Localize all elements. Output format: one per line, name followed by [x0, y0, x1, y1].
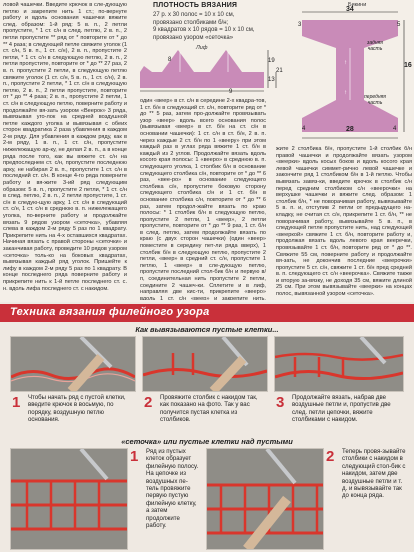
dim-label: 4 — [393, 126, 397, 132]
dim-label: 5 — [397, 22, 401, 28]
bikini-label: Бикини — [348, 2, 367, 8]
gauge-info — [153, 12, 275, 42]
section-title: Техника вязания филейного узора — [10, 306, 210, 318]
step-number: 2 — [326, 448, 335, 465]
gauge-line: провязано столбиками б/н; — [153, 19, 229, 26]
section-banner — [0, 304, 414, 322]
dim-label: 13 — [268, 77, 275, 83]
svg-text:↑: ↑ — [344, 60, 347, 66]
dim-label: 9 — [229, 89, 233, 95]
svg-text:↑: ↑ — [344, 90, 347, 96]
step-photo-3 — [274, 336, 404, 392]
text-column-2: один «веер» в ст. с/н в середине 2-х квадра-тов, 1 ст. б/н в следующий ст. с/н, повторите ряд от * до ** 5 раз, затем про-должайте провязывать узор «веер» вдоль всего основания полос (вывязывая «веер» в ст. б/н на ст. с/н в основании чашечки): 1 ст. с/н в ст. б/н, 2 в. п. через каждые 2 ст. б/н по 1 «вееру» при этом каждый раз в углах ряда вяжите 1 ст. б/н в каждый из 2 углов. Продолжайте вязать вдоль косого края полосы: 1 «вееро» в среднюю в. п. следующего уголка, 1 столбик б/н в основание следующего столбика с/н, повторите от * до ** 6 раз, «вее-ро» в основание следующего столбика с/н, пропустите боковую сторону следующего столбика с/н и 1 ст. б/н в основание столбика с/н, повторите от * до ** 6 раз, затем продол-жайте вязать по краю полосы: * 1 столбик б/н в следующую петлю, пропустите 2 петли, 1 «веер», 2 петли пропустите, повторите от * до ** 9 раз, 1 ст. б/н в след. петлю, затем продолжайте вязать по краю (с двух сторон чашечки) (один «веер» поместите в середину пет-ли ряда вверх), 1 столбик б/н в следующую петлю, пропустите 2 петли, «веер» в средний ст. с/н, пропустите 1 петлю, 1 «веер» в сле-дующую петлю, пропустите последний стол-бик б/н и первую в/п, соединительная нить пропустите 2 петли, соедините 2 чашеч-ки. Сплетите и в лиф, направляя две кис-ти, прикрепите «вееро» вдоль 1 ст. с/н «веер» и закрепите нить. — [140, 98, 266, 300]
dim-label: 8 — [168, 57, 172, 63]
front-part-label: передняя часть — [364, 94, 386, 106]
step-photo-5 — [206, 448, 324, 550]
gauge-line: 9 квадратов х 10 рядов = 10 х 10 см, — [153, 27, 255, 33]
step-text: Теперь провя-зывайте столбики с накидом в следующий стол-бик с накидом, затем две воздушные петли и т. д. и вывязывайте так до конца ряда. — [342, 448, 406, 500]
gauge-heading: ПЛОТНОСТЬ ВЯЗАНИЯ — [153, 2, 238, 9]
gauge-line: 27 р. х 30 полос = 10 х 10 см, — [153, 12, 235, 18]
subsection-title-mesh: «сеточка» или пустые клетки над пустыми — [121, 437, 293, 446]
bodice-diagram — [140, 44, 280, 96]
dim-label: 21 — [276, 68, 283, 74]
gauge-line: провязано узором «сеточка» — [153, 34, 234, 41]
dim-label: 19 — [268, 58, 275, 64]
step-number: 1 — [130, 448, 139, 465]
subsection-title-empty-cells: Как вывязываются пустые клетки... — [135, 325, 279, 334]
dim-label: 3 — [298, 22, 302, 28]
dim-label: 34 — [346, 6, 354, 13]
step-text: Чтобы начать ряд с пустой клетки, введите крючок в восьмую, по порядку, воздушную петлю основания. — [28, 394, 126, 424]
back-part-label: задняя часть — [367, 40, 383, 52]
step-photo-4 — [10, 448, 128, 550]
step-text: Провяжите столбик с накидом так, как показано на фото. Так у вас получится пустая клетка из столбиков. — [160, 394, 258, 424]
step-text: Продолжайте вязать, набрав две воздушные петли и, пропустив две след. петли цепочки, вяжите столбиками с накидом. — [292, 394, 391, 424]
text-column-3: жите 2 столбика б/н, пропустите 1-й столбик б/н правой чашечки и продолжайте вязать узором «веерки» вдоль косых боков и вдоль косого края левой чашечки симмет-рично левой чашечке и закончите ряд 1 столбиком б/н в 1-й петлю. Чтобы вывязать завяз-ки, введите крючок в столбик с/н перед средним столбиком с/н «веерочки» на верхушке чашечки и вяжите след. образом: 1 столбик б/н, * не поворачивая работу, вывязывайте 5 в. п. и, отступив 2 петли от предыдущего на-кладку, не считая ст. с/н, прикрепите 1 ст. б/н, ** не поворачивая работу, вывязывайте 5 в. п., в следующей петле пропустите нить, над следующей «вееркой» свяжите 1 ст. б/н, повторите работу и, продолжая вязать вдоль левого края вееречки, провязывайте 1 ст. б/н, повторите ряд от * до **. Свяжите 55 см, поверните работу и продолжайте вя-зать, не докончив последние «веерочки» пропустите 5 ст. с/н, свяжите 1 ст. б/н пред средней в. п. следующего ст. с/н «веерочка». Свяжите также и вторую за-вязку, не доходя 35 см, вяжите длиной 25 см. При этом вывязывайте «веерки» на концах полос, вывязанной узором «сеточка». — [276, 146, 412, 298]
bodice-label: Лиф — [196, 45, 208, 51]
step-text: Ряд из пустых клеток образует филейную полосу. На цепочке из воздушных пе-тель провяжите первую пустую филейную клетку, а затем продолжите работу. — [146, 448, 199, 530]
step-number: 2 — [144, 394, 153, 411]
step-number: 3 — [276, 394, 285, 411]
bikini-diagram — [294, 8, 414, 144]
step-photo-1 — [10, 336, 136, 392]
dim-label: 28 — [346, 126, 354, 133]
step-number: 1 — [12, 394, 21, 411]
dim-label: 4 — [302, 126, 306, 132]
step-photo-2 — [142, 336, 268, 392]
dim-label: 16 — [404, 62, 412, 69]
text-column-1: ловой чашечки. Введите крючок в сле-дующую петлю и закрепите нить 1 ст.; по-вернуте работу и вдоль основания чашечки вяжите след. образом: 1-й ряд: 5 в. п., 2 петли пропустите, * 1 ст. с/н в след. петлю, 2 в. п., 2 петли пропустите ** ряд от * повторите от * до ** 4 раза; в следующей петле свяжите уголок (1 ст. с/н, 5 в. п., 1 ст. с/н), 2 в. п., пропустите 2 петли, * 1 ст. с/н в следующую петлю, 2 в. п., 2 петли пропустите, повторите от * до ** 27 раз, 2 в. п. пропустите 2 петли, в следующую петлю свяжите уголок (1 ст. с/н, 5 в. п., 1 ст. с/н), 2 в. п., пропустите 2 петли, * 1 ст. с/н в следующую петлю, 2 в. п., 2 петли пропустите, повторите от * до ** 4 раза; 2 в. п., пропустите 2 петли, 1 ст. с/н в следующую петлю, поверните работу и продолжайте вя-зать узором «Веерок» 3 ряда, вывязывая уго-лок на средней воздушной петле каждого уголка и вывязывая с обеих сторон квадратика 2 раза убавления в каждом 2-м ряду. Для убавления в каждом ряду, как в 2-м ряду, 1 в. п., 1 ст. с/н, пропустите нижележащую ар-ку, не делая 2 в. п., а в конце ряда после того, как вы вяжете ст. с/н на предпоследнем ст. с/н, пропустите последнюю арку, не набирая 2 в. п., пропустите 1 ст. с/н в последний ст. с/н. В конце 4-го ряда поверните работу и вя-жите 3-ий ряд следующим образом: 5 в. п., пропустите 2 петли, * 1 ст. с/н в след. петлю, 2 в. п., 2 петли пропустите, 1 ст. с/н в следую-щую арку, 1 ст. с/н в следующий ст. с/н, 1 ст. с/н в среднюю в. п. нижележащего уголка, по-верните работу и продолжайте вязать 9 рядов узором «сеточка», убавляя слева в каждом 2-м ряду 5 раз по 1 квадрату. Прикрепите нить на 4-х оставшихся квадратах. Начиная вязать с правой стороны «сеточки» и заканчивая работу, проведите 10 рядов узором «сеточка» толь-ко на боковых квадратах, вывязывая каждый ряд уголок. Пришейте к лифу в каждом 2-м ряду 5 раз по 1 квадрату. В конце последнего ряда поверните работу и прикрепите нить к 1-й петле последнего ст. с. н. вдоль лифа последнего ст. с накидом. — [3, 2, 127, 292]
